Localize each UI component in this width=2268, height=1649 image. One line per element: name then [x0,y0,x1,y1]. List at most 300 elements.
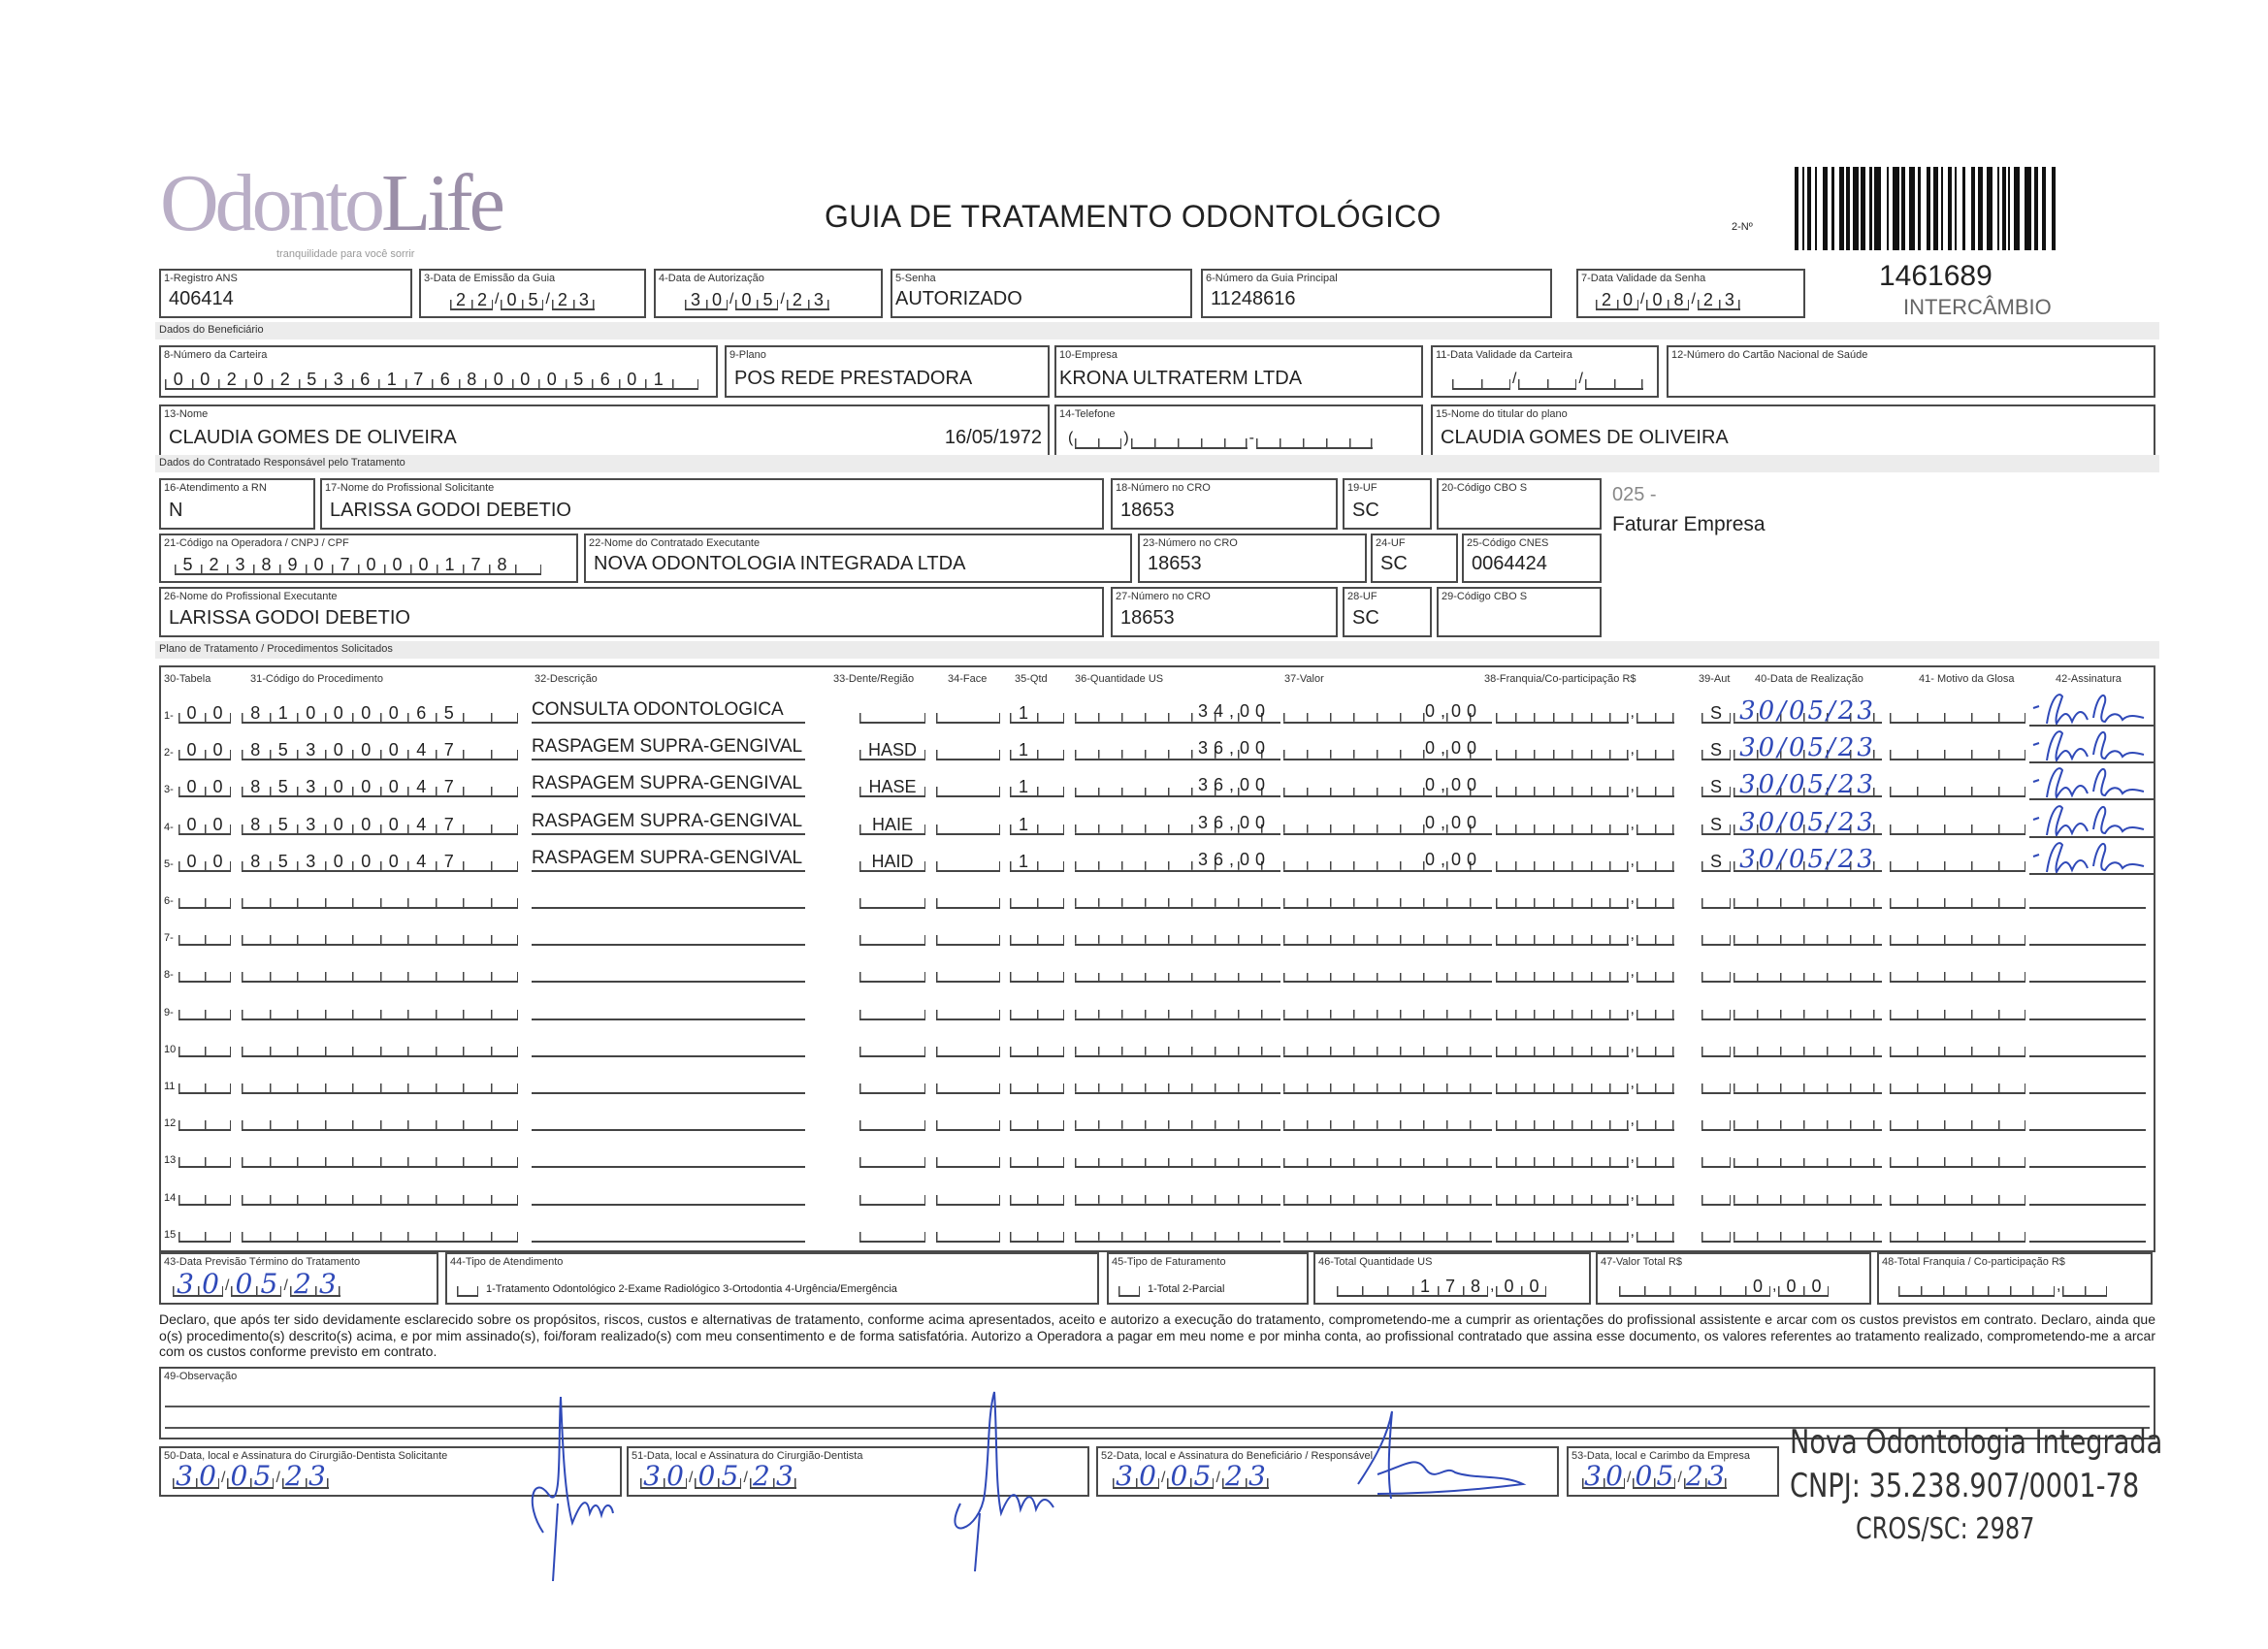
procedure-franquia[interactable]: , [1496,999,1674,1020]
field-value[interactable]: POS REDE PRESTADORA [734,368,973,389]
col-header-data: 40-Data de Realização [1755,673,1863,685]
field-value[interactable]: SC [1352,500,1379,521]
procedure-description[interactable] [532,1180,805,1206]
procedure-franquia[interactable]: , [1496,702,1674,724]
procedure-quant-us[interactable] [1075,959,1280,983]
procedure-valor[interactable] [1283,1182,1492,1206]
barcode-bar [1853,167,1859,250]
procedure-aut[interactable] [1701,1184,1731,1206]
procedure-tabela[interactable] [178,924,231,946]
field-date[interactable]: 3 0 / 0 5 / 2 3 [1582,1468,1727,1489]
procedure-dente[interactable] [859,1221,925,1243]
procedure-description[interactable] [532,921,805,946]
field-cro-18 [1111,478,1338,530]
procedure-glosa[interactable] [1890,1110,2025,1131]
procedure-face[interactable] [936,1221,1000,1243]
procedure-codigo[interactable] [242,1036,518,1057]
procedure-franquia[interactable]: , [1496,851,1674,872]
procedure-data[interactable] [1733,1108,1882,1131]
col-header-aut: 39-Aut [1699,673,1731,685]
procedure-description[interactable] [532,1106,805,1131]
procedure-codigo[interactable] [242,1147,518,1168]
procedure-glosa[interactable] [1890,776,2025,797]
barcode-bar [1807,167,1811,250]
field-value[interactable]: LARISSA GODOI DEBETIO [169,607,410,629]
barcode-bar [1887,167,1889,250]
col-header-descricao: 32-Descrição [535,673,598,685]
procedure-data[interactable]: 30/05/23 [1733,812,1882,835]
field-value[interactable]: N [169,500,183,521]
procedure-face[interactable] [936,702,1000,724]
procedure-row [161,989,2154,1026]
procedure-valor[interactable]: 0,00 [1283,700,1492,724]
barcode-bar [2014,167,2020,250]
procedure-data[interactable]: 30/05/23 [1733,737,1882,760]
procedure-data[interactable] [1733,1145,1882,1168]
procedure-glosa[interactable] [1890,999,2025,1020]
field-telefone [1054,404,1423,457]
procedure-face[interactable] [936,814,1000,835]
procedure-description[interactable] [532,1143,805,1168]
field-senha [891,269,1192,318]
procedure-valor[interactable] [1283,1034,1492,1057]
row-number: 12 [164,1117,177,1130]
procedure-description[interactable]: RASPAGEM SUPRA-GENGIVAL [532,735,805,760]
barcode-bar [1846,167,1850,250]
barcode-bar [1815,167,1817,250]
procedure-dente[interactable] [859,888,925,909]
procedure-glosa[interactable] [1890,814,2025,835]
field-value[interactable] [1118,1276,1140,1297]
field-uf-28 [1343,587,1432,637]
procedure-valor[interactable] [1283,1071,1492,1094]
procedure-tabela[interactable] [178,1073,231,1094]
field-date[interactable]: 3 0 / 0 5 / 2 3 [640,1468,796,1489]
field-value[interactable]: 18653 [1120,500,1175,521]
procedure-face[interactable] [936,1036,1000,1057]
procedure-aut[interactable]: S [1701,851,1731,872]
procedure-franquia[interactable]: , [1496,1036,1674,1057]
procedure-row [161,1212,2154,1248]
procedure-valor[interactable] [1283,922,1492,946]
col-header-assinatura: 42-Assinatura [2056,673,2122,685]
procedure-face[interactable] [936,888,1000,909]
procedure-glosa[interactable] [1890,888,2025,909]
procedure-aut[interactable]: S [1701,776,1731,797]
procedure-glosa[interactable] [1890,1147,2025,1168]
procedure-valor[interactable] [1283,997,1492,1020]
row-number: 7- [164,932,174,945]
field-label: 8-Número da Carteira [164,349,268,361]
procedure-data[interactable] [1733,1034,1882,1057]
procedure-codigo[interactable]: 8 1 0 0 0 0 6 5 [242,702,518,724]
procedure-description[interactable] [532,884,805,909]
procedure-row [161,729,2154,766]
procedure-quant-us[interactable]: 36,00 [1075,774,1280,797]
col-header-quant-us: 36-Quantidade US [1075,673,1164,685]
procedure-qtd[interactable]: 1 [1010,702,1064,724]
side-note-billing: Faturar Empresa [1612,513,1766,535]
signature-icon [2029,800,2154,839]
procedure-face[interactable] [936,961,1000,983]
procedure-row [161,1137,2154,1174]
procedure-franquia[interactable]: , [1496,739,1674,760]
procedure-codigo[interactable] [242,1110,518,1131]
procedure-tabela[interactable] [178,1147,231,1168]
procedure-face[interactable] [936,924,1000,946]
field-value[interactable]: SC [1380,553,1408,574]
row-number: 10 [164,1043,177,1055]
procedures-table [159,665,2155,1252]
procedure-codigo[interactable]: 8 5 3 0 0 0 4 7 [242,814,518,835]
barcode-bar [1795,167,1798,250]
field-value[interactable]: SC [1352,607,1379,629]
procedure-codigo[interactable] [242,888,518,909]
procedure-tabela[interactable]: 0 0 [178,776,231,797]
field-data-autorizacao [654,269,883,318]
field-value[interactable]: 3 0 / 0 5 / 2 3 [685,289,829,310]
signature-line [2029,944,2146,946]
procedure-franquia[interactable]: , [1496,1221,1674,1243]
procedure-data[interactable]: 30/05/23 [1733,849,1882,872]
procedure-row [161,693,2154,729]
procedure-quant-us[interactable] [1075,1071,1280,1094]
procedure-dente[interactable] [859,702,925,724]
field-value[interactable]: CLAUDIA GOMES DE OLIVEIRA [1441,427,1729,448]
procedure-quant-us[interactable] [1075,1108,1280,1131]
procedure-row [161,915,2154,952]
procedure-dente[interactable] [859,999,925,1020]
field-value[interactable]: 0 , 0 0 [1619,1276,1829,1297]
procedure-qtd[interactable]: 1 [1010,776,1064,797]
procedure-row [161,841,2154,878]
procedure-codigo[interactable]: 8 5 3 0 0 0 4 7 [242,776,518,797]
field-label: 25-Código CNES [1467,537,1549,549]
procedure-tabela[interactable] [178,1110,231,1131]
procedure-description[interactable]: RASPAGEM SUPRA-GENGIVAL [532,810,805,835]
procedure-glosa[interactable] [1890,1221,2025,1243]
barcode-bar [1978,167,1983,250]
procedure-tabela[interactable] [178,888,231,909]
procedure-face[interactable] [936,851,1000,872]
procedure-quant-us[interactable] [1075,1219,1280,1243]
procedure-codigo[interactable] [242,924,518,946]
field-label: 29-Código CBO S [1442,591,1528,602]
procedure-row [161,1175,2154,1212]
procedure-franquia[interactable]: , [1496,961,1674,983]
procedure-glosa[interactable] [1890,961,2025,983]
procedure-aut[interactable] [1701,1036,1731,1057]
exchange-label: INTERCÂMBIO [1903,295,2052,319]
row-number: 1- [164,710,174,722]
barcode-bar [1823,167,1828,250]
procedure-valor[interactable] [1283,1219,1492,1243]
procedure-valor[interactable] [1283,1145,1492,1168]
procedure-tabela[interactable] [178,961,231,983]
signature-line [2029,981,2146,983]
barcode-bar [2002,167,2006,250]
procedure-face[interactable] [936,1073,1000,1094]
procedure-aut[interactable] [1701,1110,1731,1131]
procedure-qtd[interactable]: 1 [1010,814,1064,835]
procedure-qtd[interactable]: 1 [1010,739,1064,760]
field-total-quant-us [1313,1252,1591,1305]
procedure-qtd[interactable] [1010,1147,1064,1168]
birth-date: 16/05/1972 [944,427,1042,448]
field-label: 10-Empresa [1059,349,1118,361]
procedure-dente[interactable] [859,1073,925,1094]
procedure-face[interactable] [936,739,1000,760]
field-label: 44-Tipo de Atendimento [450,1256,564,1268]
procedure-qtd[interactable] [1010,1036,1064,1057]
field-date[interactable]: 3 0 / 0 5 / 2 3 [1113,1468,1269,1489]
procedure-valor[interactable]: 0,00 [1283,849,1492,872]
field-date[interactable]: 3 0 / 0 5 / 2 3 [173,1468,329,1489]
field-value[interactable]: 18653 [1148,553,1202,574]
barcode-bar [2025,167,2031,250]
procedure-valor[interactable] [1283,1108,1492,1131]
procedure-tabela[interactable]: 0 0 [178,814,231,835]
procedure-aut[interactable] [1701,999,1731,1020]
procedure-glosa[interactable] [1890,851,2025,872]
barcode [1795,167,2064,250]
procedure-tabela[interactable]: 0 0 [178,702,231,724]
procedure-aut[interactable]: S [1701,702,1731,724]
procedure-glosa[interactable] [1890,924,2025,946]
procedure-dente[interactable]: HAID [859,851,925,872]
procedure-data[interactable] [1733,922,1882,946]
procedure-franquia[interactable]: , [1496,1147,1674,1168]
procedure-valor[interactable]: 0,00 [1283,774,1492,797]
procedure-description[interactable]: RASPAGEM SUPRA-GENGIVAL [532,847,805,872]
procedure-description[interactable] [532,957,805,983]
procedure-dente[interactable] [859,1184,925,1206]
procedure-tabela[interactable]: 0 0 [178,739,231,760]
field-label: 23-Número no CRO [1143,537,1238,549]
procedure-qtd[interactable] [1010,1073,1064,1094]
procedure-valor[interactable]: 0,00 [1283,812,1492,835]
section-title: Dados do Beneficiário [159,324,264,336]
barcode-bar [2034,167,2038,250]
row-number: 13 [164,1154,177,1167]
procedure-quant-us[interactable] [1075,1182,1280,1206]
procedure-description[interactable]: CONSULTA ODONTOLOGICA [532,698,805,724]
procedure-franquia[interactable]: , [1496,776,1674,797]
procedure-face[interactable] [936,776,1000,797]
procedure-description[interactable] [532,1069,805,1094]
procedure-quant-us[interactable] [1075,886,1280,909]
procedure-description[interactable] [532,1032,805,1057]
procedure-data[interactable] [1733,997,1882,1020]
procedure-aut[interactable] [1701,888,1731,909]
procedure-data[interactable]: 30/05/23 [1733,774,1882,797]
field-value[interactable]: 406414 [169,288,234,309]
field-value[interactable]: , [1898,1276,2107,1297]
field-value[interactable]: NOVA ODONTOLOGIA INTEGRADA LTDA [594,553,966,574]
procedure-face[interactable] [936,1147,1000,1168]
procedure-data[interactable]: 30/05/23 [1733,700,1882,724]
field-cro-23 [1138,534,1367,583]
procedure-quant-us[interactable]: 36,00 [1075,849,1280,872]
field-label: 5-Senha [895,273,936,284]
field-value[interactable]: 11248616 [1211,288,1296,309]
procedure-tabela[interactable] [178,1184,231,1206]
col-header-glosa: 41- Motivo da Glosa [1919,673,2015,685]
field-uf-24 [1371,534,1458,583]
procedure-codigo[interactable]: 8 5 3 0 0 0 4 7 [242,739,518,760]
field-codigo-operadora [159,534,578,583]
procedure-data[interactable] [1733,1182,1882,1206]
field-value[interactable]: 2 2 / 0 5 / 2 3 [450,289,595,310]
procedure-aut[interactable]: S [1701,739,1731,760]
procedure-valor[interactable] [1283,886,1492,909]
procedure-quant-us[interactable]: 36,00 [1075,812,1280,835]
procedure-tabela[interactable] [178,1036,231,1057]
procedure-dente[interactable] [859,961,925,983]
procedure-face[interactable] [936,999,1000,1020]
procedure-dente[interactable] [859,1147,925,1168]
procedure-codigo[interactable] [242,999,518,1020]
procedure-qtd[interactable] [1010,1184,1064,1206]
field-value[interactable]: ( ) - [1066,428,1373,449]
signature-line [2029,1204,2146,1206]
guide-number-label: 2-Nº [1732,221,1753,233]
procedure-dente[interactable]: HASE [859,776,925,797]
field-value[interactable]: AUTORIZADO [895,288,1022,309]
field-label: 46-Total Quantidade US [1318,1256,1433,1268]
procedure-aut[interactable] [1701,924,1731,946]
procedure-dente[interactable] [859,924,925,946]
field-value[interactable]: 0 0 2 0 2 5 3 6 1 7 6 8 0 0 0 5 6 0 1 [165,369,698,390]
field-value[interactable]: LARISSA GODOI DEBETIO [330,500,571,521]
procedure-aut[interactable] [1701,961,1731,983]
procedure-aut[interactable]: S [1701,814,1731,835]
procedure-quant-us[interactable] [1075,922,1280,946]
field-plano [725,345,1050,398]
procedure-dente[interactable]: HAIE [859,814,925,835]
procedure-franquia[interactable]: , [1496,814,1674,835]
field-value[interactable]: 0064424 [1472,553,1547,574]
procedure-data[interactable] [1733,886,1882,909]
field-label: 27-Número no CRO [1116,591,1211,602]
procedure-franquia[interactable]: , [1496,1110,1674,1131]
procedure-valor[interactable]: 0,00 [1283,737,1492,760]
procedure-quant-us[interactable] [1075,1034,1280,1057]
field-uf-19 [1343,478,1432,530]
procedure-glosa[interactable] [1890,1184,2025,1206]
procedure-description[interactable]: RASPAGEM SUPRA-GENGIVAL [532,772,805,797]
procedure-data[interactable] [1733,1071,1882,1094]
procedure-dente[interactable] [859,1110,925,1131]
row-number: 6- [164,895,174,907]
procedure-quant-us[interactable] [1075,1145,1280,1168]
field-label: 4-Data de Autorização [659,273,764,284]
field-value[interactable]: KRONA ULTRATERM LTDA [1059,368,1303,389]
field-label: 6-Número da Guia Principal [1206,273,1338,284]
odontolife-logo: OdontoLife [160,158,502,248]
procedure-glosa[interactable] [1890,1073,2025,1094]
field-label: 47-Valor Total R$ [1601,1256,1682,1268]
field-value[interactable]: / / [1452,369,1643,390]
procedure-codigo[interactable] [242,1221,518,1243]
procedure-codigo[interactable]: 8 5 3 0 0 0 4 7 [242,851,518,872]
tipo-faturamento-options: 1-Total 2-Parcial [1148,1283,1225,1295]
procedure-glosa[interactable] [1890,1036,2025,1057]
procedure-qtd[interactable] [1010,961,1064,983]
logo-tagline: tranquilidade para você sorrir [276,248,415,260]
signature-dentista-icon [941,1377,1077,1571]
field-label: 11-Data Validade da Carteira [1436,349,1572,361]
procedure-aut[interactable] [1701,1147,1731,1168]
field-value[interactable]: 1 7 8 , 0 0 [1337,1276,1546,1297]
procedure-description[interactable] [532,995,805,1020]
procedure-qtd[interactable]: 1 [1010,851,1064,872]
procedure-data[interactable] [1733,959,1882,983]
procedure-description[interactable] [532,1217,805,1243]
procedure-aut[interactable] [1701,1073,1731,1094]
procedure-tabela[interactable] [178,1221,231,1243]
procedure-glosa[interactable] [1890,739,2025,760]
procedure-aut[interactable] [1701,1221,1731,1243]
signature-line [2029,1166,2146,1168]
procedure-quant-us[interactable]: 36,00 [1075,737,1280,760]
procedure-qtd[interactable] [1010,1221,1064,1243]
procedure-codigo[interactable] [242,961,518,983]
procedure-tabela[interactable]: 0 0 [178,851,231,872]
field-value[interactable]: 18653 [1120,607,1175,629]
procedure-qtd[interactable] [1010,999,1064,1020]
procedure-qtd[interactable] [1010,924,1064,946]
procedure-face[interactable] [936,1184,1000,1206]
field-value[interactable] [457,1276,478,1297]
field-label: 3-Data de Emissão da Guia [424,273,556,284]
field-value[interactable]: 5 2 3 8 9 0 7 0 0 0 1 7 8 [175,554,541,575]
procedure-quant-us[interactable] [1075,997,1280,1020]
field-value[interactable]: CLAUDIA GOMES DE OLIVEIRA [169,427,457,448]
procedure-dente[interactable]: HASD [859,739,925,760]
procedure-quant-us[interactable]: 34,00 [1075,700,1280,724]
tipo-atendimento-options: 1-Tratamento Odontológico 2-Exame Radiológico 3-Ortodontia 4-Urgência/Emergência [486,1283,897,1295]
field-tipo-faturamento [1107,1252,1309,1305]
signature-line [2029,1055,2146,1057]
procedure-face[interactable] [936,1110,1000,1131]
field-value[interactable]: 3 0 / 0 5 / 2 3 [173,1276,340,1297]
procedure-franquia[interactable]: , [1496,924,1674,946]
field-value[interactable]: 2 0 / 0 8 / 2 3 [1596,289,1740,310]
col-header-valor: 37-Valor [1284,673,1324,685]
procedure-tabela[interactable] [178,999,231,1020]
procedure-franquia[interactable]: , [1496,1184,1674,1206]
procedure-valor[interactable] [1283,959,1492,983]
field-label: 48-Total Franquia / Co-participação R$ [1882,1256,2065,1268]
procedure-codigo[interactable] [242,1073,518,1094]
procedure-glosa[interactable] [1890,702,2025,724]
field-cbo-29 [1437,587,1602,637]
procedure-franquia[interactable]: , [1496,1073,1674,1094]
barcode-bar [1997,167,1999,250]
procedure-qtd[interactable] [1010,888,1064,909]
signature-icon [2029,726,2154,764]
field-label: 18-Número no CRO [1116,482,1211,494]
procedure-codigo[interactable] [242,1184,518,1206]
procedure-qtd[interactable] [1010,1110,1064,1131]
barcode-bar [1869,167,1872,250]
row-number: 2- [164,747,174,760]
barcode-bar [1802,167,1804,250]
procedure-dente[interactable] [859,1036,925,1057]
procedure-franquia[interactable]: , [1496,888,1674,909]
procedure-data[interactable] [1733,1219,1882,1243]
